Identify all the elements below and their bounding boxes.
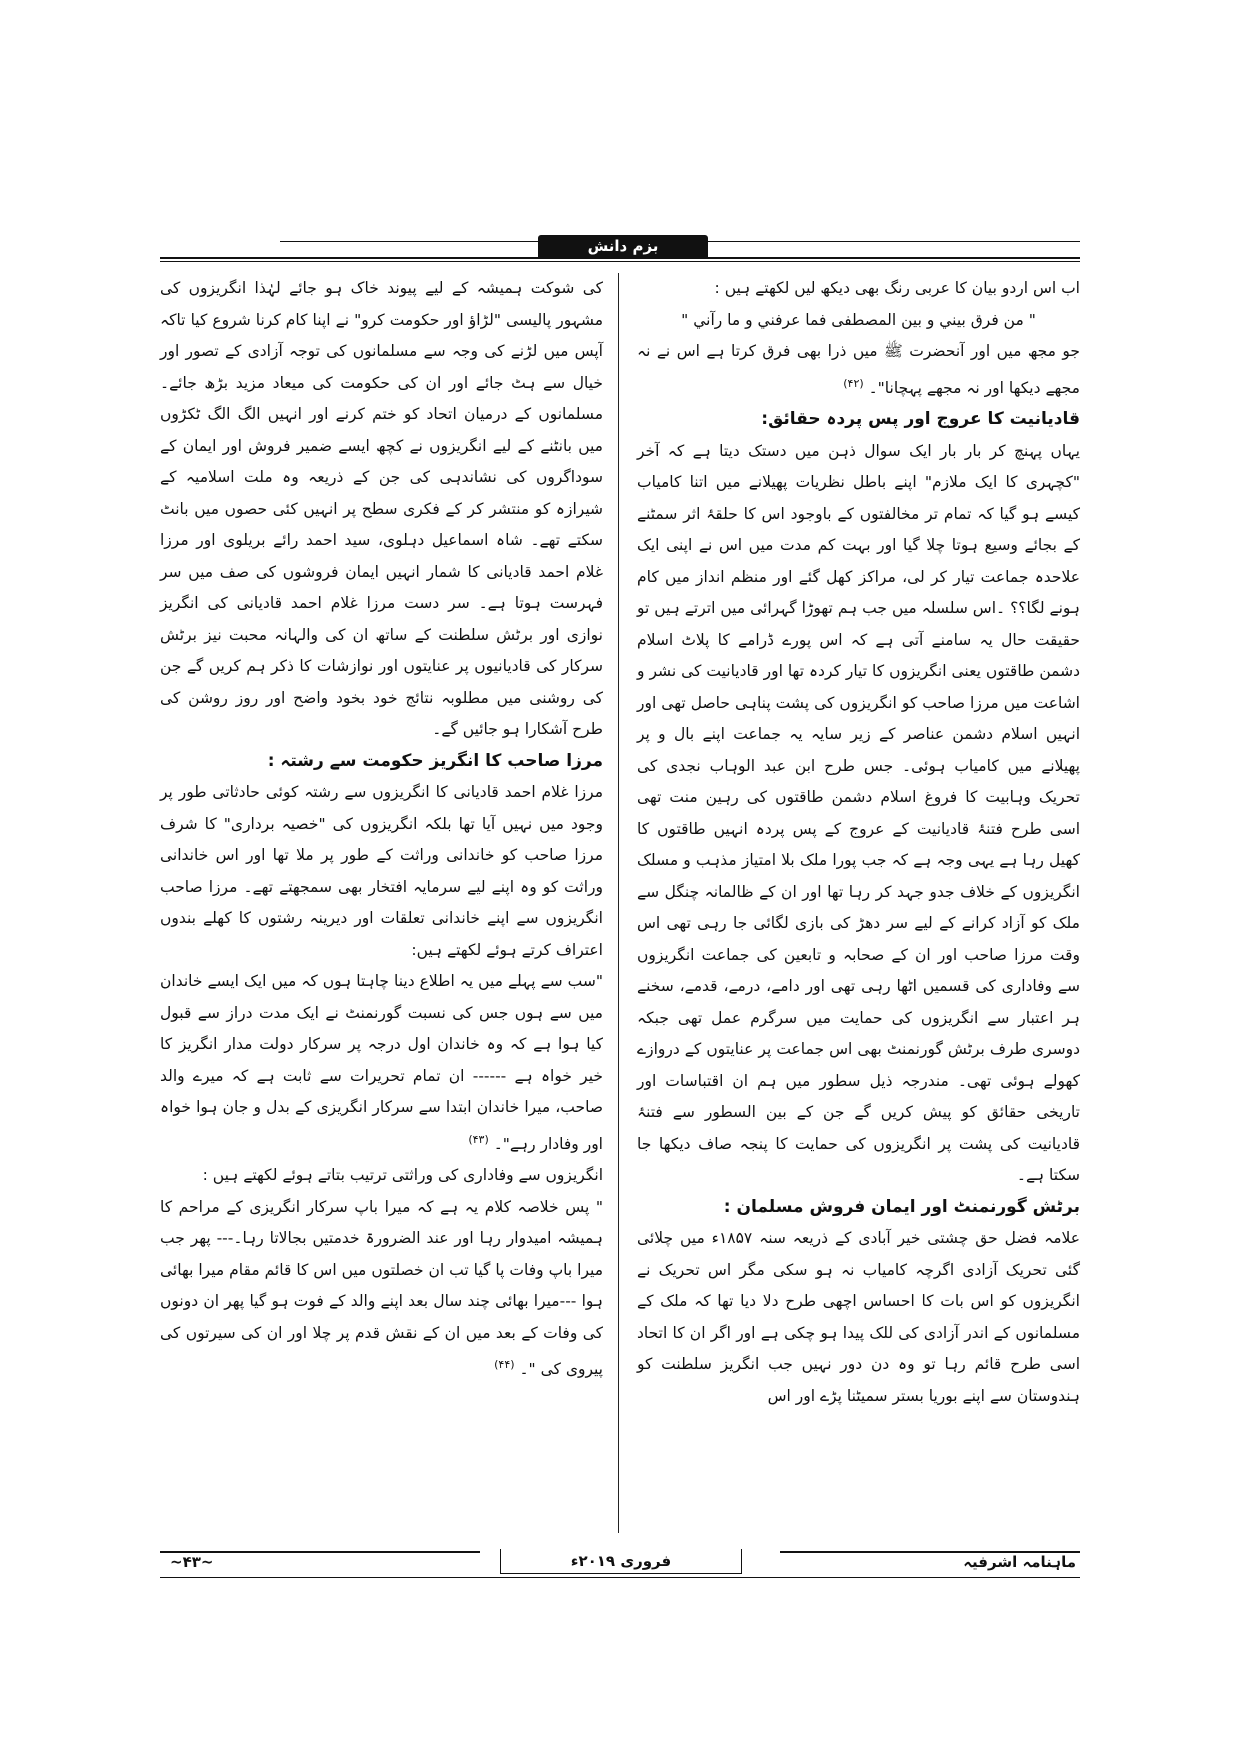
footnote-ref: (۴۳) [468, 1132, 489, 1146]
column-divider [618, 273, 619, 1533]
issue-date: فروری ۲۰۱۹ء [500, 1549, 742, 1574]
footer-rule-bottom [160, 1577, 1080, 1578]
footnote-ref: (۴۴) [494, 1358, 515, 1372]
paragraph-text: جو مجھ میں اور آنحضرت ﷺ میں ذرا بھی فرق کرتا ہے اس نے نہ مجھے دیکھا اور نہ مجھے پہچانا"۔ [637, 342, 1080, 397]
right-column [637, 273, 1080, 1412]
magazine-name: ماہنامہ اشرفیہ [963, 1553, 1076, 1571]
footnote-ref: (۴۲) [843, 376, 864, 390]
section-heading: قادیانیت کا عروج اور پس پردہ حقائق: [761, 409, 1080, 430]
paragraph: اب اس اردو بیان کا عربی رنگ بھی دیکھ لیں لکھتے ہیں : [714, 279, 1080, 297]
page-number: ~۴۳~ [170, 1553, 214, 1571]
paragraph [637, 336, 1080, 404]
section-heading: مرزا صاحب کا انگریز حکومت سے رشتہ : [267, 750, 603, 771]
quote-paragraph [160, 966, 603, 1160]
header-rule-bottom [160, 257, 1080, 259]
section-heading: برٹش گورنمنٹ اور ایمان فروش مسلمان : [723, 1196, 1080, 1217]
header-rule-bottom-thin [160, 261, 1080, 262]
paragraph: انگریزوں سے وفاداری کی وراثتی ترتیب بتاتے ہوئے لکھتے ہیں : [202, 1166, 603, 1185]
magazine-page [160, 235, 1080, 1580]
paragraph: مرزا غلام احمد قادیانی کا انگریزوں سے رشتہ کوئی حادثاتی طور پر وجود میں نہیں آیا تھا بلکہ انگریزوں کی "خصیہ برداری" کا شرف مرزا صاحب کو خاندانی وراثت کے طور پر ملا تھا اور اس خاندانی وراثت کو وہ اپنے لیے سرمایہ افتخار بھی سمجھتے تھے۔ مرزا صاحب انگریزوں سے اپنے خاندانی تعلقات اور دیرینہ رشتوں کا کھلے بندوں اعتراف کرتے ہوئے لکھتے ہیں: [160, 783, 603, 959]
paragraph: یہاں پہنچ کر بار بار ایک سوال ذہن میں دستک دیتا ہے کہ آخر "کچہری کا ایک ملازم" اپنے باطل نظریات پھیلانے میں اتنا کامیاب کیسے ہو گیا کہ تمام تر مخالفتوں کے باوجود اس کا حلقۂ اثر سمٹنے کے بجائے وسیع ہوتا چلا گیا اور بہت کم مدت میں اس نے اپنی ایک علاحدہ جماعت تیار کر لی، مراکز کھل گئے اور منظم انداز میں کام ہونے لگا؟؟ ۔اس سلسلہ میں جب ہم تھوڑا گہرائی میں اترتے ہیں تو حقیقت حال یہ سامنے آتی ہے کہ اس پورے ڈرامے کا پلاٹ اسلام دشمن طاقتوں یعنی انگریزوں کا تیار کردہ تھا اور قادیانیت کی نشر و اشاعت میں مرزا صاحب کو انگریزوں کی پشت پناہی حاصل تھی اور انہیں اسلام دشمن عناصر کے زیر سایہ یہ جماعت اپنے بال و پر پھیلانے میں کامیاب ہوئی۔ جس طرح ابن عبد الوہاب نجدی کی تحریک وہابیت کا فروغ اسلام دشمن طاقتوں کی رہین منت تھی اسی طرح فتنۂ قادیانیت کے عروج کے پس پردہ انہیں طاقتوں کا کھیل رہا ہے یہی وجہ ہے کہ جب پورا ملک بلا امتیاز مذہب و مسلک انگریزوں کے خلاف جدو جہد کر رہا تھا اور ان کے ظالمانہ چنگل سے ملک کو آزاد کرانے کے لیے سر دھڑ کی بازی لگائی جا رہی تھی اس وقت مرزا صاحب اور ان کے صحابہ و تابعین کی جماعت انگریزوں سے وفاداری کی قسمیں اٹھا رہی تھی اور دامے، درمے، قدمے، سخنے ہر اعتبار سے انگریزوں کی حمایت میں سرگرم عمل تھی جبکہ دوسری طرف برٹش گورنمنٹ بھی اس جماعت پر عنایتوں کے دروازے کھولے ہوئی تھی۔ مندرجہ ذیل سطور میں ہم ان اقتباسات اور تاریخی حقائق کو پیش کریں گے جن کے بین السطور سے فتنۂ قادیانیت کی پشت پر انگریزوں کی حمایت کا پنجہ صاف دیکھا جا سکتا ہے۔ [637, 441, 1080, 1185]
quote-text: "سب سے پہلے میں یہ اطلاع دینا چاہتا ہوں کہ میں ایک ایسے خاندان میں سے ہوں جس کی نسبت گورنمنٹ نے ایک مدت دراز سے قبول کیا ہوا ہے کہ وہ خاندان اول درجہ پر سرکار دولت مدار انگریز کا خیر خواہ ہے ------ ان تمام تحریرات سے ثابت ہے کہ میرے والد صاحب، میرا خاندان ابتدا سے سرکار انگریزی کے بدل و جان ہوا خواہ اور وفادار رہے"۔ [160, 972, 603, 1153]
paragraph: علامہ فضل حق چشتی خیر آبادی کے ذریعہ سنہ ۱۸۵۷ء میں چلائی گئی تحریک آزادی اگرچہ کامیاب نہ ہو سکی مگر اس تحریک نے انگریزوں کو اس بات کا احساس اچھی طرح دلا دیا تھا کہ ملک کے مسلمانوں کے اندر آزادی کی للک پیدا ہو چکی ہے اور اگر ان کا اتحاد اسی طرح قائم رہا تو وہ دن دور نہیں جب انگریز سلطنت کو ہندوستان سے اپنے بوریا بستر سمیٹنا پڑے اور اس [637, 1229, 1080, 1405]
quote-text: " پس خلاصہ کلام یہ ہے کہ میرا باپ سرکار انگریزی کے مراحم کا ہمیشہ امیدوار رہا اور عند الضرورۃ خدمتیں بجالاتا رہا۔--- پھر جب میرا باپ وفات پا گیا تب ان خصلتوں میں اس کا قائم مقام میرا بھائی ہوا ---میرا بھائی چند سال بعد اپنے والد کے فوت ہو گیا پھر ان دونوں کی وفات کے بعد میں ان کے نقش قدم پر چلا اور ان کی سیرتوں کی پیروی کی "۔ [160, 1197, 603, 1379]
left-column [160, 273, 603, 1386]
page-header [160, 235, 1080, 263]
section-title: بزم دانش [538, 235, 708, 257]
quote-paragraph [160, 1192, 603, 1386]
arabic-quote: " من فرق بيني و بين المصطفى فما عرفني و ما رآني " [681, 310, 1036, 329]
paragraph: کی شوکت ہمیشہ کے لیے پیوند خاک ہو جائے لہٰذا انگریزوں کی مشہور پالیسی "لڑاؤ اور حکومت کرو" نے اپنا کام کرنا شروع کیا تاکہ آپس میں لڑنے کی وجہ سے مسلمانوں کی توجہ آزادی کے تصور اور خیال سے ہٹ جائے اور ان کی حکومت کی میعاد مزید بڑھ جائے۔ مسلمانوں کے درمیان اتحاد کو ختم کرنے اور انہیں الگ الگ ٹکڑوں میں بانٹنے کے لیے انگریزوں نے کچھ ایسے ضمیر فروش اور ایمان کے سوداگروں کی نشاندہی کی جن کے ذریعہ وہ ملت اسلامیہ کے شیرازہ کو منتشر کر کے فکری سطح پر انہیں کئی حصوں میں بانٹ سکتے تھے۔ شاہ اسماعیل دہلوی، سید احمد رائے بریلوی اور مرزا غلام احمد قادیانی کا شمار انہیں ایمان فروشوں کی صف میں سر فہرست ہوتا ہے۔ سر دست مرزا غلام احمد قادیانی کی انگریز نوازی اور برٹش سلطنت کے ساتھ ان کی والہانہ محبت نیز برٹش سرکار کی قادیانیوں پر عنایتوں اور نوازشات کا ذکر ہم کریں گے جن کی روشنی میں مطلوبہ نتائج خود بخود واضح اور روز روشن کی طرح آشکارا ہو جائیں گے۔ [160, 279, 603, 738]
page-footer [160, 1547, 1080, 1581]
